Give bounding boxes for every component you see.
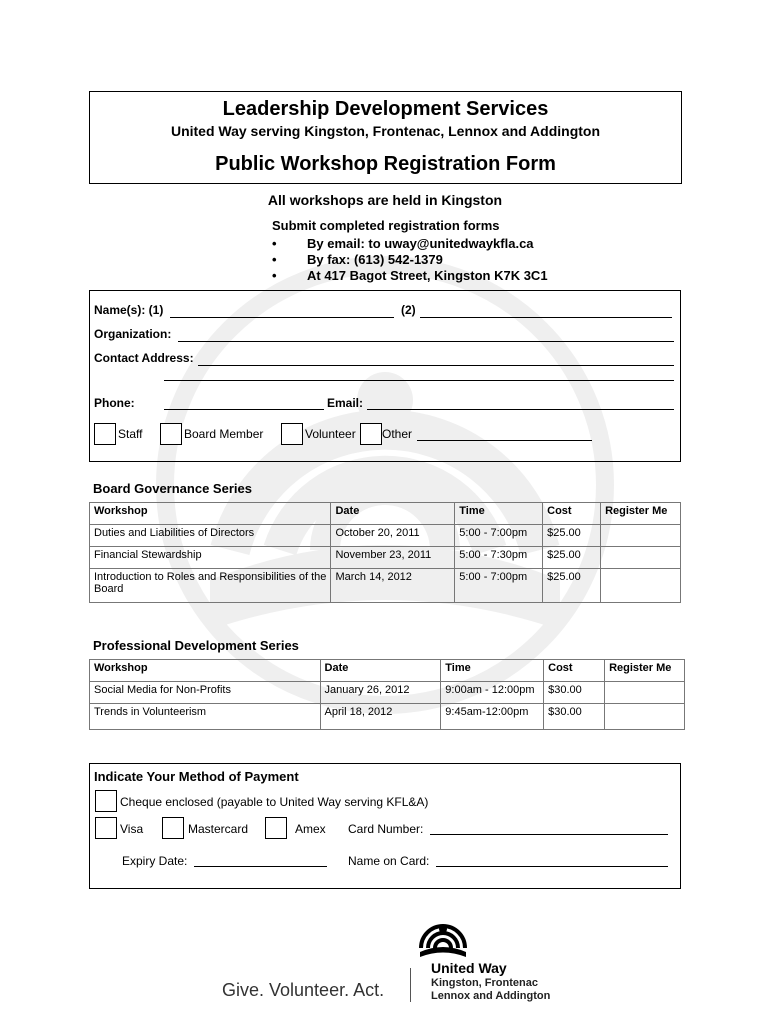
register-me-cell[interactable] <box>601 569 681 603</box>
cost-cell: $30.00 <box>544 704 605 730</box>
register-me-cell[interactable] <box>605 704 685 730</box>
cost-cell: $25.00 <box>543 525 601 547</box>
table-row <box>90 704 685 730</box>
pd-series-title: Professional Development Series <box>93 638 299 653</box>
header-cell: Register Me <box>601 503 681 525</box>
header-cell: Cost <box>543 503 601 525</box>
table-row <box>90 525 681 547</box>
brand-name: United Way <box>431 960 507 976</box>
amex-checkbox[interactable] <box>265 817 287 839</box>
payment-box <box>89 763 681 889</box>
card-number-label: Card Number: <box>348 822 424 836</box>
header-cell: Workshop <box>90 660 321 682</box>
united-way-logo-icon <box>418 912 468 958</box>
table-row <box>90 569 681 603</box>
time-cell: 5:00 - 7:00pm <box>455 525 543 547</box>
header-cell: Time <box>441 660 544 682</box>
held-in-note: All workshops are held in Kingston <box>267 192 503 208</box>
volunteer-label: Volunteer <box>305 427 356 441</box>
phone-label: Phone: <box>94 396 135 410</box>
organization-field[interactable] <box>178 341 674 342</box>
address-field-line1[interactable] <box>198 365 674 366</box>
submit-methods <box>272 236 548 284</box>
email-label: Email: <box>327 396 364 410</box>
date-cell: October 20, 2011 <box>331 525 455 547</box>
register-me-cell[interactable] <box>601 525 681 547</box>
time-cell: 9:00am - 12:00pm <box>441 682 544 704</box>
page-title: Leadership Development Services <box>222 98 549 120</box>
register-me-cell[interactable] <box>601 547 681 569</box>
date-cell: April 18, 2012 <box>320 704 441 730</box>
header-cell: Time <box>455 503 543 525</box>
slogan: Give. Volunteer. Act. <box>222 980 385 1000</box>
phone-field[interactable] <box>164 409 324 410</box>
list-item: • At 417 Bagot Street, Kingston K7K 3C1 <box>272 268 548 283</box>
card-number-field[interactable] <box>430 834 668 835</box>
header-cell: Register Me <box>605 660 685 682</box>
cost-cell: $30.00 <box>544 682 605 704</box>
region-line2: Lennox and Addington <box>431 990 551 1002</box>
name-on-card-field[interactable] <box>436 866 668 867</box>
footer-divider <box>410 968 411 1002</box>
email-field[interactable] <box>367 409 674 410</box>
page-subtitle: United Way serving Kingston, Frontenac, Lennox and Addington <box>170 123 601 139</box>
organization-label: Organization: <box>94 327 172 341</box>
date-cell: November 23, 2011 <box>331 547 455 569</box>
table-header-row <box>90 660 685 682</box>
expiry-label: Expiry Date: <box>122 854 188 868</box>
workshop-cell: Financial Stewardship <box>90 547 331 569</box>
header-cell: Date <box>320 660 441 682</box>
cheque-label: Cheque enclosed (payable to United Way serving KFL&A) <box>120 795 429 809</box>
name-on-card-label: Name on Card: <box>348 854 430 868</box>
header-cell: Date <box>331 503 455 525</box>
workshop-cell: Social Media for Non-Profits <box>90 682 321 704</box>
other-checkbox[interactable] <box>360 423 382 445</box>
time-cell: 9:45am-12:00pm <box>441 704 544 730</box>
cost-cell: $25.00 <box>543 569 601 603</box>
list-item: • By email: to uway@unitedwaykfla.ca <box>272 236 534 251</box>
contact-box <box>89 290 681 462</box>
date-cell: January 26, 2012 <box>320 682 441 704</box>
name1-field[interactable] <box>170 317 394 318</box>
pd-series-table <box>89 659 685 730</box>
mastercard-checkbox[interactable] <box>162 817 184 839</box>
workshop-cell: Introduction to Roles and Responsibilities of the Board <box>90 569 331 603</box>
names-label: Name(s): (1) <box>94 303 164 317</box>
amex-label: Amex <box>295 822 326 836</box>
table-row <box>90 682 685 704</box>
header-box <box>89 91 682 184</box>
board-member-label: Board Member <box>184 427 264 441</box>
region-line1: Kingston, Frontenac <box>431 977 538 989</box>
board-series-title: Board Governance Series <box>93 481 252 496</box>
staff-checkbox[interactable] <box>94 423 116 445</box>
time-cell: 5:00 - 7:00pm <box>455 569 543 603</box>
staff-label: Staff <box>118 427 143 441</box>
table-row <box>90 547 681 569</box>
board-series-table <box>89 502 681 603</box>
register-me-cell[interactable] <box>605 682 685 704</box>
cost-cell: $25.00 <box>543 547 601 569</box>
form-title: Public Workshop Registration Form <box>215 153 556 175</box>
submit-label: Submit completed registration forms <box>272 218 500 233</box>
name2-field[interactable] <box>420 317 672 318</box>
address-field-line2[interactable] <box>164 380 674 381</box>
volunteer-checkbox[interactable] <box>281 423 303 445</box>
expiry-field[interactable] <box>194 866 327 867</box>
header-cell: Workshop <box>90 503 331 525</box>
other-label: Other <box>382 427 413 441</box>
date-cell: March 14, 2012 <box>331 569 455 603</box>
visa-label: Visa <box>120 822 144 836</box>
other-field[interactable] <box>417 440 592 441</box>
workshop-cell: Duties and Liabilities of Directors <box>90 525 331 547</box>
board-member-checkbox[interactable] <box>160 423 182 445</box>
mastercard-label: Mastercard <box>188 822 249 836</box>
cheque-checkbox[interactable] <box>95 790 117 812</box>
table-header-row <box>90 503 681 525</box>
name2-label: (2) <box>401 303 416 317</box>
address-label: Contact Address: <box>94 351 194 365</box>
payment-title: Indicate Your Method of Payment <box>94 769 299 784</box>
list-item: • By fax: (613) 542-1379 <box>272 252 443 267</box>
time-cell: 5:00 - 7:30pm <box>455 547 543 569</box>
visa-checkbox[interactable] <box>95 817 117 839</box>
workshop-cell: Trends in Volunteerism <box>90 704 321 730</box>
header-cell: Cost <box>544 660 605 682</box>
